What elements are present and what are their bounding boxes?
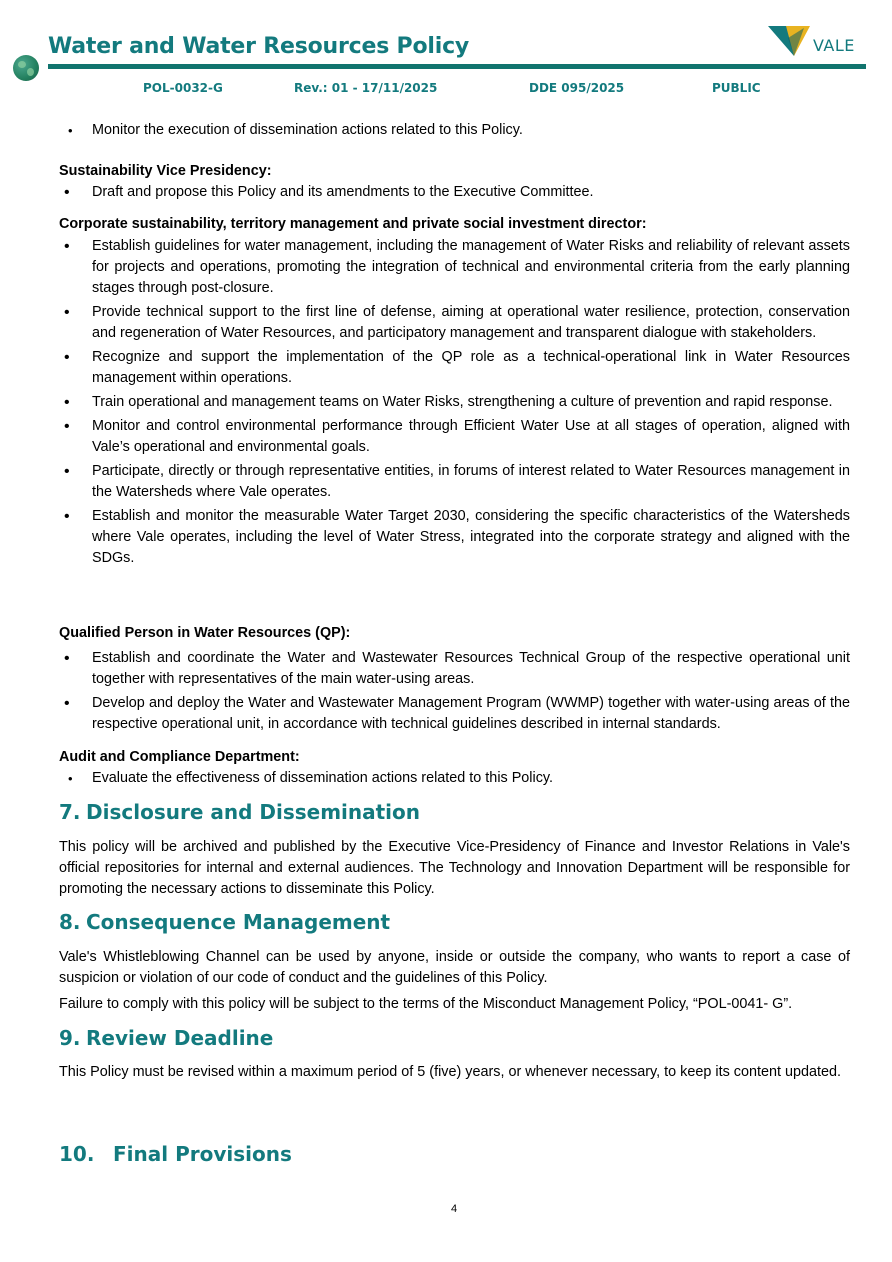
qp-heading: Qualified Person in Water Resources (QP): <box>59 625 351 641</box>
list-item: • Train operational and management teams on Water Risks, strengthening a culture of prevention and rapid response. <box>59 392 850 413</box>
list-item: • Recognize and support the implementation of the QP role as a technical-operational link in Water Resources management within operations. <box>59 347 850 389</box>
list-item: • Establish and monitor the measurable Water Target 2030, considering the specific characteristics of the Watersheds where Vale operates, including the level of Water Stress, integrated into the corporate strategy and aligned with the SDGs. <box>59 506 850 569</box>
dde-number: DDE 095/2025 <box>529 81 625 95</box>
vale-logo-text: VALE <box>813 36 855 55</box>
section-title: Disclosure and Dissemination <box>86 800 421 824</box>
classification-label: PUBLIC <box>712 81 761 95</box>
document-code: POL-0032-G <box>143 81 223 95</box>
audit-block <box>59 747 850 792</box>
corporate-block <box>59 214 850 572</box>
section-number: 8. <box>59 910 81 934</box>
page-title: Water and Water Resources Policy <box>48 34 470 59</box>
section-8-heading <box>59 910 390 934</box>
revision-info: Rev.: 01 - 17/11/2025 <box>294 81 438 95</box>
section-9-text: This Policy must be revised within a maximum period of 5 (five) years, or whenever necessary, to keep its content updated. <box>59 1064 841 1080</box>
section-8-text-2: Failure to comply with this policy will be subject to the terms of the Misconduct Management Policy, “POL-0041- G”. <box>59 996 793 1012</box>
sustainability-heading: Sustainability Vice Presidency: <box>59 163 272 179</box>
section-9-heading <box>59 1026 273 1050</box>
section-number: 10. <box>59 1142 95 1166</box>
section-title: Final Provisions <box>113 1142 292 1166</box>
section-7-heading <box>59 800 420 824</box>
globe-icon <box>13 55 39 81</box>
audit-heading: Audit and Compliance Department: <box>59 749 300 765</box>
section-8-text-1: Vale's Whistleblowing Channel can be used by anyone, inside or outside the company, who wants to report a case of suspicion or violation of our code of conduct and the guidelines of this Policy. <box>59 949 850 986</box>
list-item: • Monitor the execution of dissemination actions related to this Policy. <box>59 120 850 141</box>
list-item: • Participate, directly or through representative entities, in forums of interest related to Water Resources management in the Watersheds where Vale operates. <box>59 461 850 503</box>
qp-block <box>59 623 850 738</box>
page-number: 4 <box>450 1203 458 1215</box>
section-number: 7. <box>59 800 81 824</box>
list-item: • Develop and deploy the Water and Wastewater Management Program (WWMP) together with water-using areas of the respective operational unit, in accordance with technical guidelines described in internal standards. <box>59 693 850 735</box>
list-item: • Establish and coordinate the Water and Wastewater Resources Technical Group of the respective operational unit together with representatives of the main water-using areas. <box>59 648 850 690</box>
corporate-heading: Corporate sustainability, territory management and private social investment director: <box>59 216 647 232</box>
section-10-heading <box>59 1142 292 1166</box>
top-bullet-block <box>59 120 850 144</box>
list-item: • Evaluate the effectiveness of dissemination actions related to this Policy. <box>59 768 850 789</box>
section-7-text: This policy will be archived and published by the Executive Vice-Presidency of Finance and Investor Relations in Vale's official repositories for internal and external audiences. The Technology and Innovation Department will be responsible for promoting the necessary actions to disseminate this Policy. <box>59 839 850 897</box>
section-title: Review Deadline <box>86 1026 274 1050</box>
list-item: • Provide technical support to the first line of defense, aiming at operational water resilience, protection, conservation and regeneration of Water Resources, and participatory management and transparent dialogue with stakeholders. <box>59 302 850 344</box>
sustainability-block <box>59 161 850 206</box>
section-title: Consequence Management <box>86 910 391 934</box>
list-item: • Monitor and control environmental performance through Efficient Water Use at all stages of operation, aligned with Vale’s operational and environmental goals. <box>59 416 850 458</box>
list-item: • Draft and propose this Policy and its amendments to the Executive Committee. <box>59 182 850 203</box>
section-number: 9. <box>59 1026 81 1050</box>
title-rule <box>48 64 866 69</box>
list-item: • Establish guidelines for water management, including the management of Water Risks and reliability of relevant assets for projects and operations, promoting the integration of technical and environmental criteria from the early planning stages through post-closure. <box>59 236 850 299</box>
